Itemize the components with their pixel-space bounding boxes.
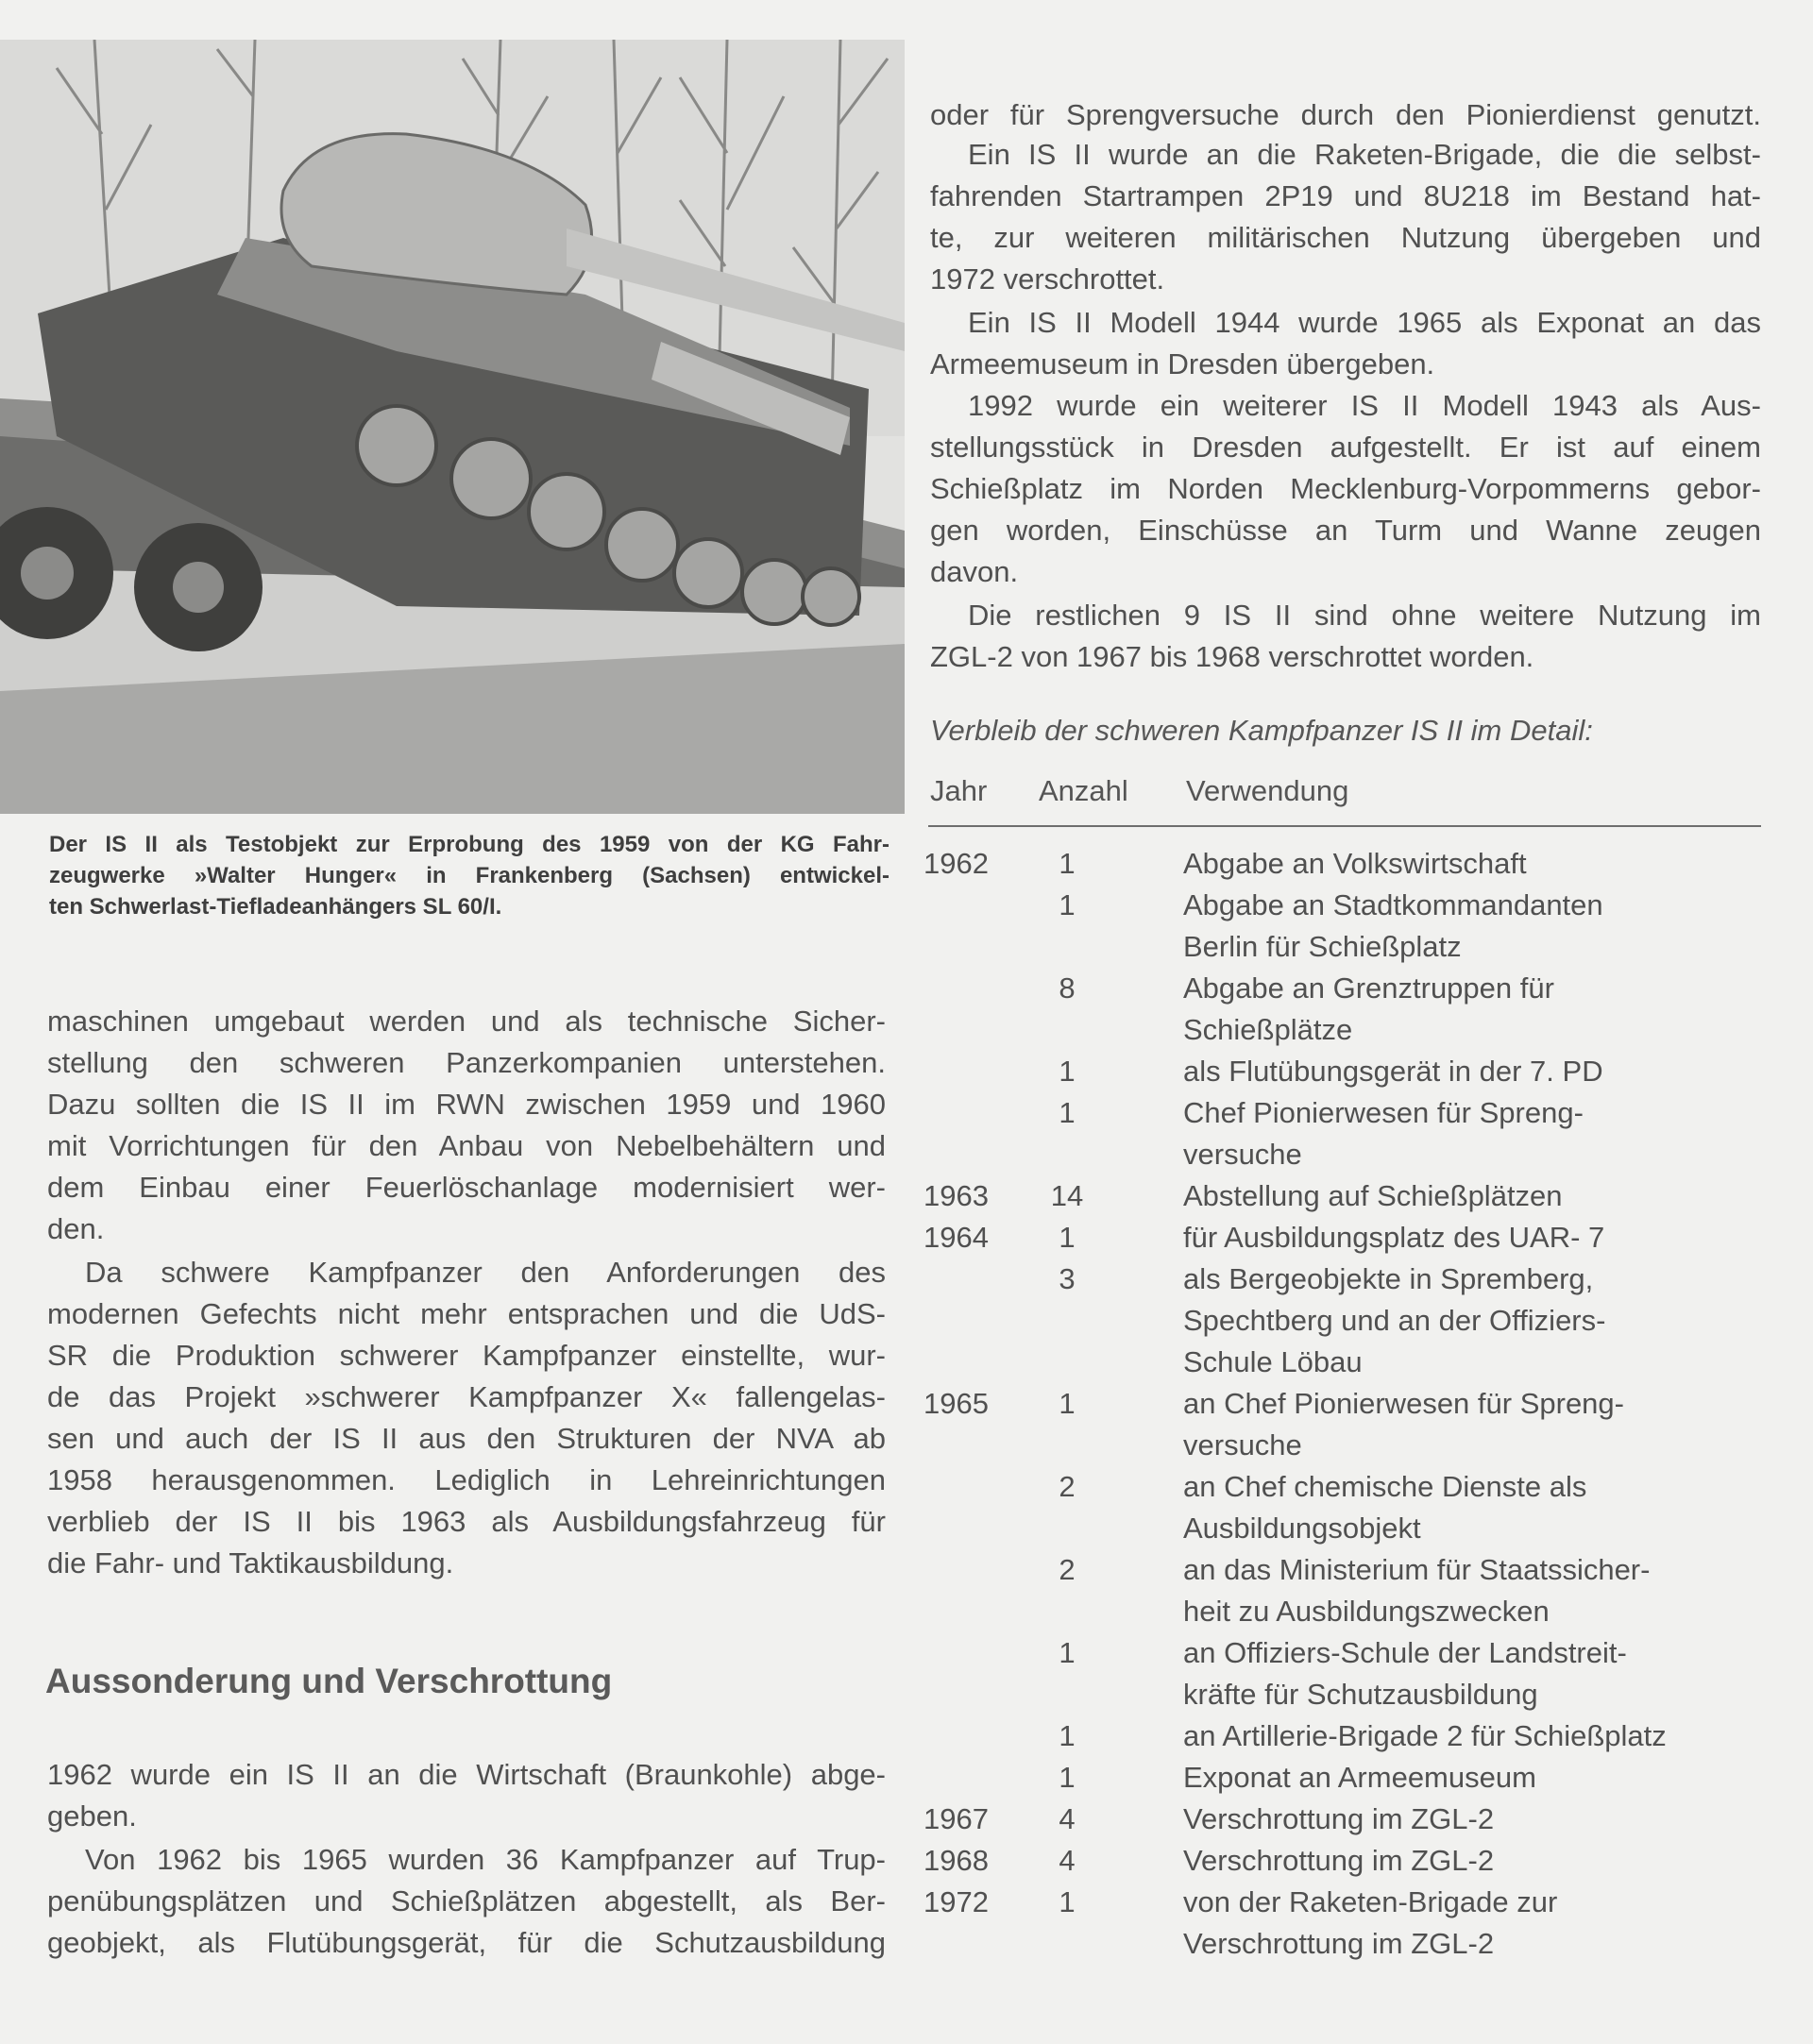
tank-photo — [0, 40, 905, 814]
body-line: Armeemuseum in Dresden übergeben. — [930, 347, 1435, 380]
photo-caption — [49, 829, 890, 922]
table-cell-verwendung: an Chef chemische Dienste als — [1183, 1470, 1587, 1503]
table-cell-verwendung: Abgabe an Grenztruppen für — [1183, 971, 1554, 1005]
body-line: den. — [47, 1212, 105, 1245]
body-line: Ein IS II wurde an die Raketen-Brigade, die die selbst- — [968, 138, 1761, 171]
table-cell-verwendung: Schießplätze — [1183, 1013, 1353, 1046]
table-cell-verwendung: Abgabe an Stadtkommandanten — [1183, 888, 1603, 921]
table-cell-anzahl: 1 — [1059, 847, 1076, 880]
table-cell-verwendung: als Bergeobjekte in Spremberg, — [1183, 1262, 1594, 1295]
table-caption: Verbleib der schweren Kampfpanzer IS II im Detail: — [930, 714, 1593, 747]
body-line: modernen Gefechts nicht mehr entsprachen und die UdS- — [47, 1297, 886, 1330]
body-line: dem Einbau einer Feuerlöschanlage modernisiert wer- — [47, 1171, 886, 1204]
body-line: oder für Sprengversuche durch den Pionierdienst genutzt. — [930, 98, 1761, 131]
body-line: sen und auch der IS II aus den Strukturen der NVA ab — [47, 1422, 886, 1455]
body-line: Dazu sollten die IS II im RWN zwischen 1959 und 1960 — [47, 1088, 886, 1121]
body-line: Ein IS II Modell 1944 wurde 1965 als Exponat an das — [968, 306, 1761, 339]
table-cell-anzahl: 1 — [1059, 1387, 1076, 1420]
body-line: verblieb der IS II bis 1963 als Ausbildungsfahrzeug für — [47, 1505, 886, 1538]
table-cell-anzahl: 1 — [1059, 1636, 1076, 1669]
body-line: SR die Produktion schwerer Kampfpanzer einstellte, wur- — [47, 1339, 886, 1372]
table-header-anzahl: Anzahl — [1039, 774, 1128, 807]
body-line: 1992 wurde ein weiterer IS II Modell 1943 als Aus- — [968, 389, 1761, 422]
table-cell-anzahl: 2 — [1059, 1470, 1076, 1503]
table-cell-verwendung: Ausbildungsobjekt — [1183, 1512, 1421, 1545]
table-cell-verwendung: kräfte für Schutzausbildung — [1183, 1678, 1538, 1711]
caption-line: zeugwerke »Walter Hunger« in Frankenberg (Sachsen) entwickel- — [49, 863, 890, 888]
table-cell-anzahl: 1 — [1059, 888, 1076, 921]
body-line: Schießplatz im Norden Mecklenburg-Vorpommerns gebor- — [930, 472, 1761, 505]
body-line: stellungsstück in Dresden aufgestellt. Er ist auf einem — [930, 431, 1761, 464]
body-line: te, zur weiteren militärischen Nutzung übergeben und — [930, 221, 1761, 254]
table-cell-verwendung: Berlin für Schießplatz — [1183, 930, 1462, 963]
body-line: maschinen umgebaut werden und als technische Sicher- — [47, 1005, 886, 1038]
table-cell-jahr: 1967 — [923, 1802, 989, 1835]
body-line: die Fahr- und Taktikausbildung. — [47, 1546, 454, 1579]
table-cell-anzahl: 8 — [1059, 971, 1076, 1005]
table-cell-anzahl: 1 — [1059, 1885, 1076, 1918]
table-cell-verwendung: Abstellung auf Schießplätzen — [1183, 1179, 1563, 1212]
table-cell-jahr: 1965 — [923, 1387, 989, 1420]
section-heading: Aussonderung und Verschrottung — [45, 1662, 613, 1700]
table-cell-verwendung: Verschrottung im ZGL-2 — [1183, 1802, 1495, 1835]
body-line: Die restlichen 9 IS II sind ohne weitere Nutzung im — [968, 599, 1761, 632]
caption-line: ten Schwerlast-Tiefladeanhängers SL 60/I. — [49, 894, 502, 920]
body-line: 1972 verschrottet. — [930, 262, 1165, 296]
table-cell-verwendung: von der Raketen-Brigade zur — [1183, 1885, 1558, 1918]
table-cell-jahr: 1968 — [923, 1844, 989, 1877]
table-cell-anzahl: 1 — [1059, 1719, 1076, 1752]
table-cell-verwendung: Chef Pionierwesen für Spreng- — [1183, 1096, 1584, 1129]
table-cell-jahr: 1963 — [923, 1179, 989, 1212]
table-cell-anzahl: 1 — [1059, 1096, 1076, 1129]
table-cell-anzahl: 1 — [1059, 1221, 1076, 1254]
table-cell-anzahl: 3 — [1059, 1262, 1076, 1295]
table-cell-verwendung: an das Ministerium für Staatssicher- — [1183, 1553, 1651, 1586]
table-cell-verwendung: an Artillerie-Brigade 2 für Schießplatz — [1183, 1719, 1667, 1752]
table-cell-anzahl: 2 — [1059, 1553, 1076, 1586]
table-cell-verwendung: Exponat an Armeemuseum — [1183, 1761, 1536, 1794]
table-cell-anzahl: 4 — [1059, 1844, 1076, 1877]
table-cell-jahr: 1962 — [923, 847, 989, 880]
table-cell-verwendung: versuche — [1183, 1138, 1302, 1171]
body-line: stellung den schweren Panzerkompanien unterstehen. — [47, 1046, 886, 1079]
body-line: Da schwere Kampfpanzer den Anforderungen des — [85, 1256, 886, 1289]
table-cell-anzahl: 1 — [1059, 1055, 1076, 1088]
tank-photo-illustration — [0, 40, 905, 814]
table-header-jahr: Jahr — [930, 774, 988, 807]
table-cell-verwendung: Verschrottung im ZGL-2 — [1183, 1844, 1495, 1877]
table-cell-anzahl: 14 — [1050, 1179, 1084, 1212]
table-cell-verwendung: als Flutübungsgerät in der 7. PD — [1183, 1055, 1603, 1088]
body-line: 1962 wurde ein IS II an die Wirtschaft (Braunkohle) abge- — [47, 1758, 886, 1791]
body-line: davon. — [930, 555, 1019, 588]
table-cell-anzahl: 1 — [1059, 1761, 1076, 1794]
table-cell-anzahl: 4 — [1059, 1802, 1076, 1835]
table-cell-verwendung: für Ausbildungsplatz des UAR- 7 — [1183, 1221, 1605, 1254]
body-line: 1958 herausgenommen. Lediglich in Lehreinrichtungen — [47, 1463, 886, 1496]
body-line: fahrenden Startrampen 2P19 und 8U218 im Bestand hat- — [930, 179, 1761, 212]
table-cell-verwendung: an Offiziers-Schule der Landstreit- — [1183, 1636, 1627, 1669]
body-line: gen worden, Einschüsse an Turm und Wanne zeugen — [930, 514, 1761, 547]
table-cell-jahr: 1972 — [923, 1885, 989, 1918]
table-cell-verwendung: an Chef Pionierwesen für Spreng- — [1183, 1387, 1624, 1420]
table-cell-jahr: 1964 — [923, 1221, 989, 1254]
body-line: mit Vorrichtungen für den Anbau von Nebelbehältern und — [47, 1129, 886, 1162]
table-cell-verwendung: versuche — [1183, 1428, 1302, 1461]
body-line: ZGL-2 von 1967 bis 1968 verschrottet worden. — [930, 640, 1534, 673]
body-line: geben. — [47, 1799, 137, 1833]
table-cell-verwendung: Verschrottung im ZGL-2 — [1183, 1927, 1495, 1960]
body-line: geobjekt, als Flutübungsgerät, für die Schutzausbildung — [47, 1926, 886, 1959]
body-line: Von 1962 bis 1965 wurden 36 Kampfpanzer auf Trup- — [85, 1843, 886, 1876]
table-header-verwendung: Verwendung — [1186, 774, 1349, 807]
table-cell-verwendung: Abgabe an Volkswirtschaft — [1183, 847, 1527, 880]
body-line: penübungsplätzen und Schießplätzen abgestellt, als Ber- — [47, 1884, 886, 1917]
table-cell-verwendung: Schule Löbau — [1183, 1345, 1363, 1378]
table-cell-verwendung: Spechtberg und an der Offiziers- — [1183, 1304, 1606, 1337]
table-header-rule — [928, 825, 1761, 827]
body-line: de das Projekt »schwerer Kampfpanzer X« fallengelas- — [47, 1380, 886, 1413]
table-cell-verwendung: heit zu Ausbildungszwecken — [1183, 1595, 1550, 1628]
caption-line: Der IS II als Testobjekt zur Erprobung des 1959 von der KG Fahr- — [49, 832, 890, 857]
